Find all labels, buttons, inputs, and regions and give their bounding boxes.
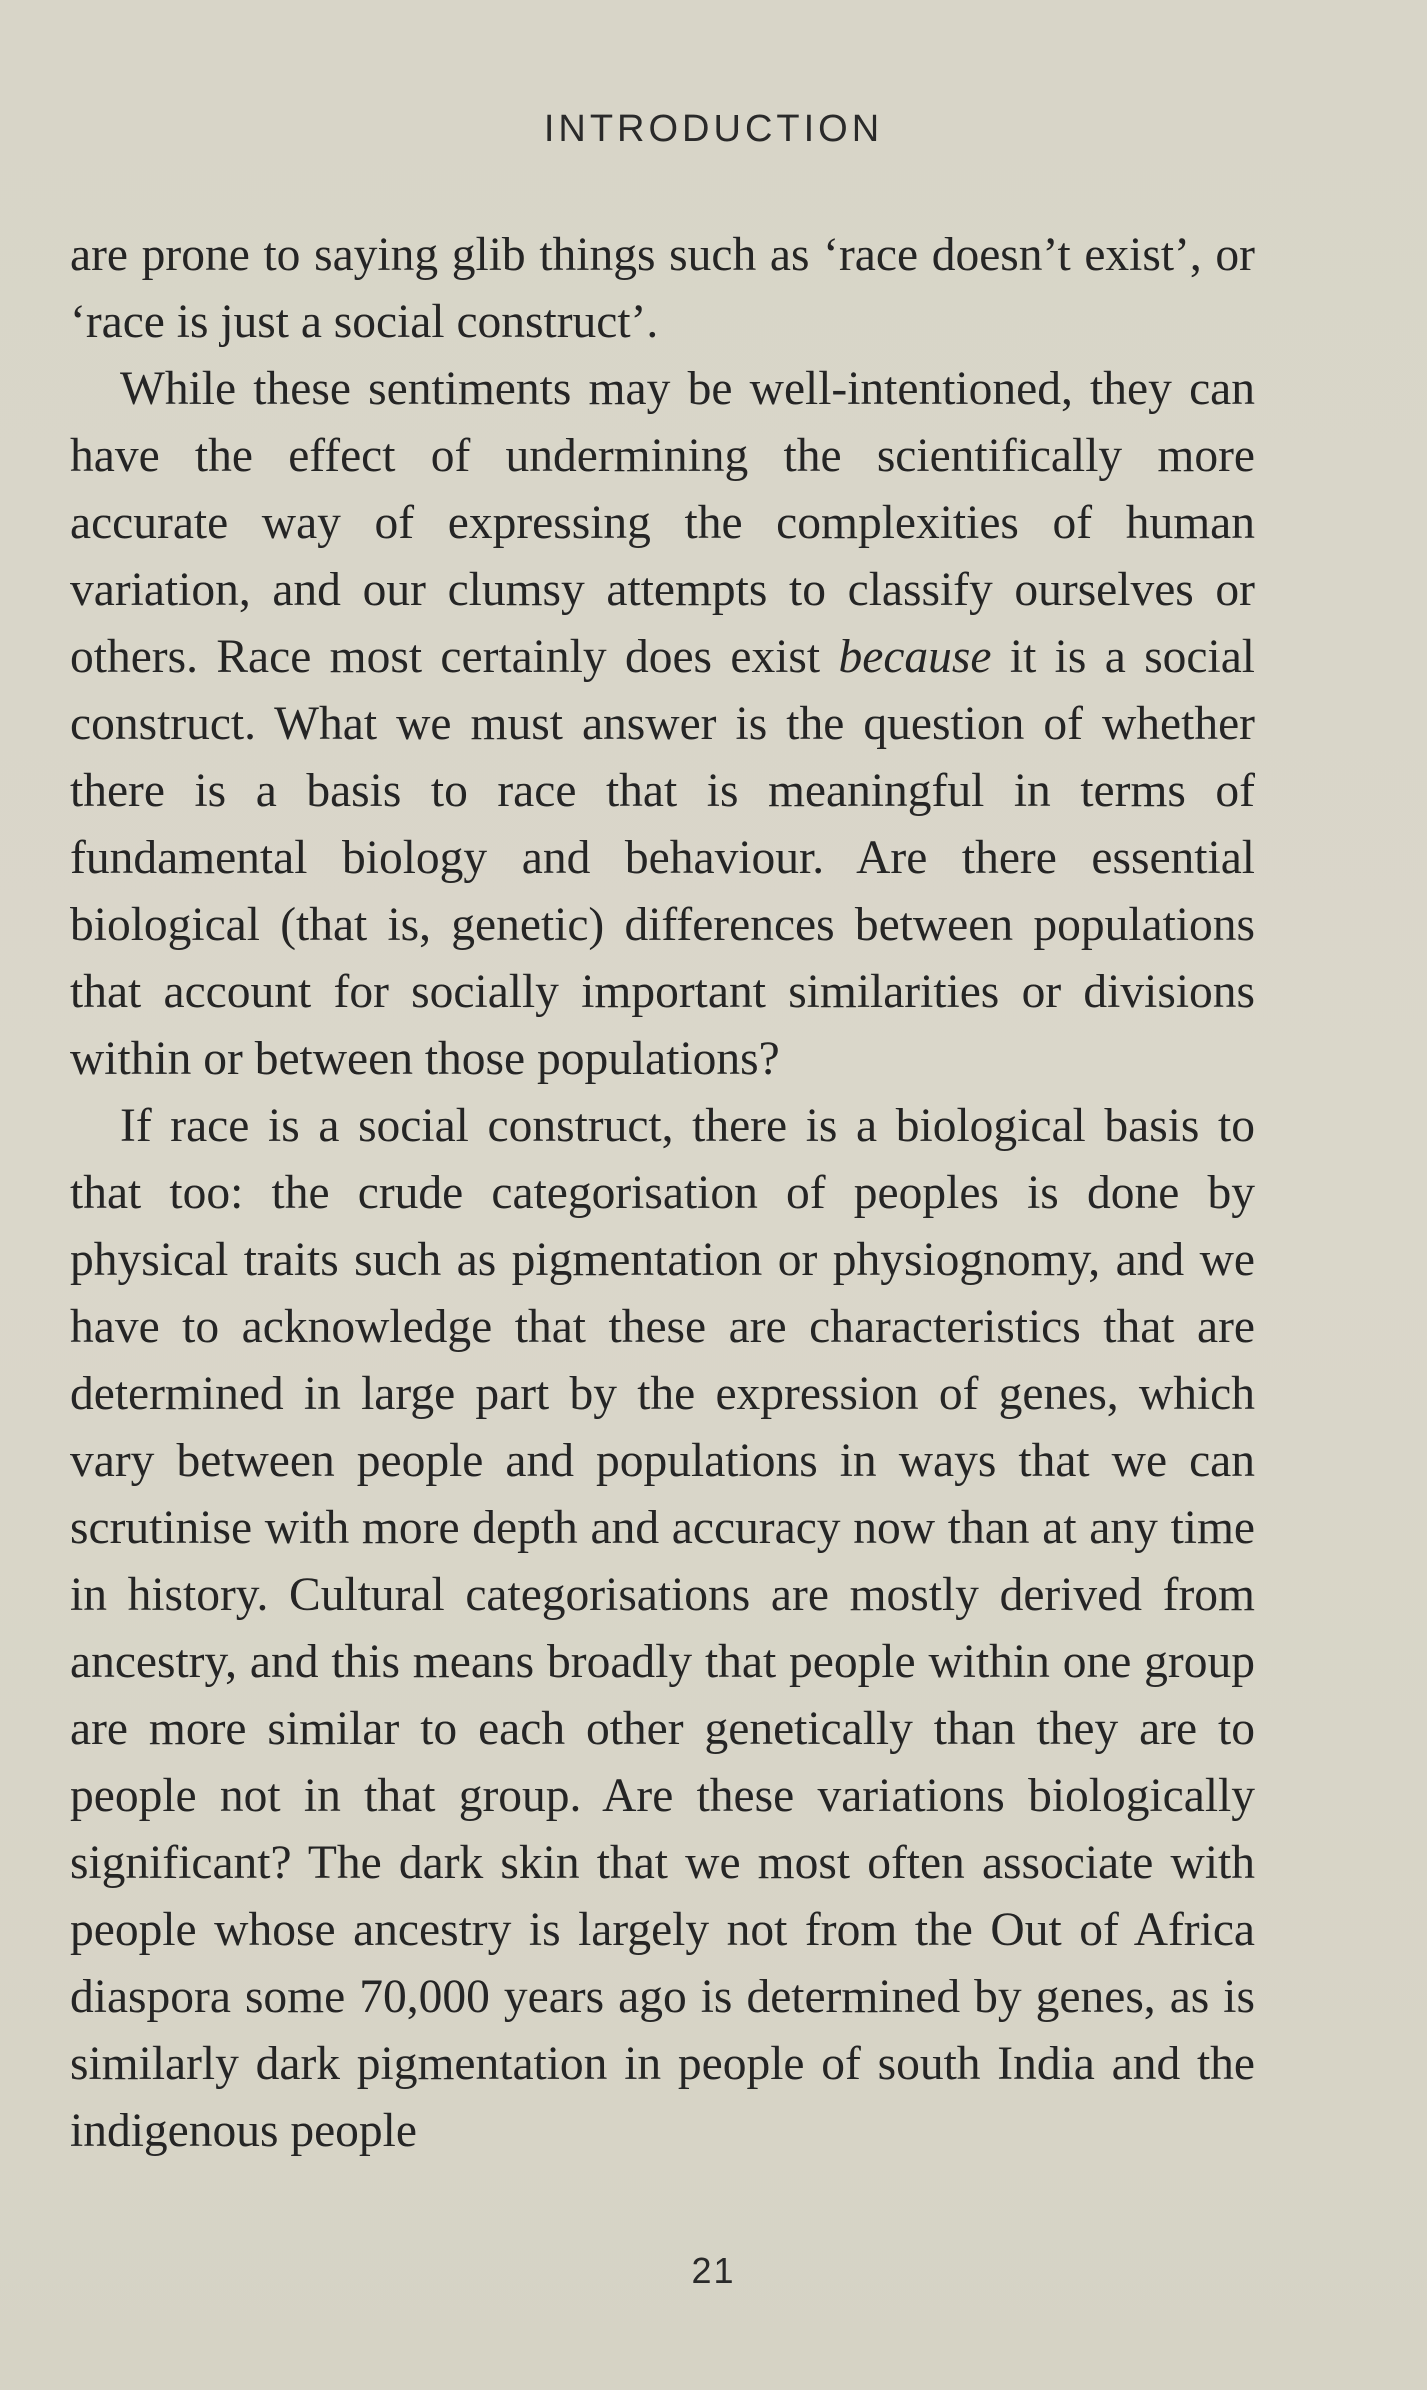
paragraph-3: If race is a social construct, there is a biological basis to that too: the crude categorisation of peoples is done by physical traits such as pigmentation or physiognomy, and we have to acknowledge that these are characteristics that are determined in large part by the expression of genes, which vary between people and populations in ways that we can scrutinise with more depth and accuracy now than at any time in history. Cultural categorisations are mostly derived from ancestry, and this means broadly that people within one group are more similar to each other genetically than they are to people not in that group. Are these variations biologically significant? The dark skin that we most often associate with people whose ancestry is largely not from the Out of Africa diaspora some 70,000 years ago is determined by genes, as is similarly dark pigmentation in people of south India and the indigenous people xyxy=(70,1100,1255,2157)
page-number: 21 xyxy=(691,2250,736,2291)
running-head: INTRODUCTION xyxy=(543,108,884,150)
paragraph-2 xyxy=(70,356,1255,1093)
paragraph-2-italic: because xyxy=(838,631,992,683)
paragraph-2-text-b: it is a social construct. What we must answer is the question of whether there is a basis to race that is meaningful in terms of fundamental biology and behaviour. Are there essential biological (that is, genetic) differences between populations that account for socially important similarities or divisions within or between those populations? xyxy=(70,631,1255,1085)
paragraph-2-text-a: While these sentiments may be well-intentioned, they can have the effect of undermining the scientifically more accurate way of expressing the complexities of human variation, and our clumsy attempts to classify ourselves or others. Race most certainly does exist xyxy=(70,363,1255,683)
paragraph-1: are prone to saying glib things such as ‘race doesn’t exist’, or ‘race is just a social construct’. xyxy=(70,229,1255,348)
body-text xyxy=(70,222,1255,2165)
